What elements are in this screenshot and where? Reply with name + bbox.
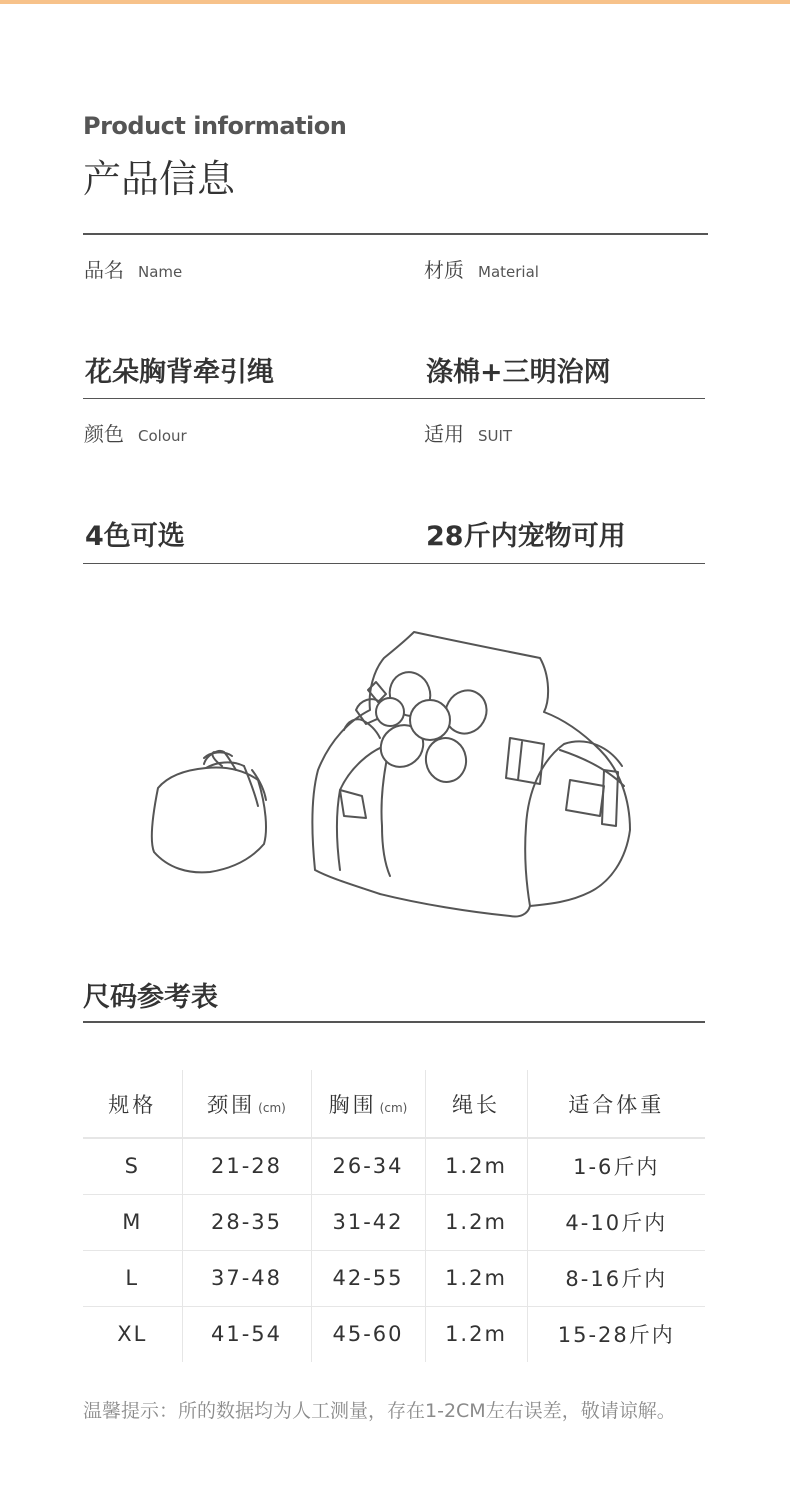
colour-value: 4色可选 [85,521,185,552]
leash-length-cell: 1.2m [425,1138,527,1194]
size-chart-table [83,1070,705,1362]
chest-cell: 26-34 [311,1138,425,1194]
suit-label-zh: 适用 [424,422,464,446]
colour-label [84,418,187,447]
row-divider-1 [83,398,705,399]
section-title-zh: 产品信息 [83,157,236,201]
chest-cell: 42-55 [311,1250,425,1306]
neck-cell: 21-28 [182,1138,311,1194]
material-label-zh: 材质 [424,258,464,282]
material-value: 涤棉+三明治网 [426,357,611,388]
row-divider-2 [83,563,705,564]
material-label [424,254,539,283]
colour-label-en: Colour [138,427,187,445]
leash-length-header-label: 绳长 [452,1092,500,1117]
chest-cell: 31-42 [311,1194,425,1250]
neck-cell: 37-48 [182,1250,311,1306]
weight-header-label: 适合体重 [568,1092,665,1117]
size-header-label: 规格 [108,1092,157,1117]
harness-illustration [140,620,660,930]
size-cell: M [83,1194,182,1250]
name-label [84,254,182,283]
top-accent-stripe [0,0,790,4]
header-divider [83,233,708,235]
size-chart-title: 尺码参考表 [83,982,218,1013]
leash-length-header [425,1070,527,1138]
colour-label-zh: 颜色 [84,422,124,446]
suit-label [424,418,512,447]
flower-harness-drawing [312,632,630,917]
chest-cell: 45-60 [311,1306,425,1362]
weight-cell: 15-28斤内 [527,1306,705,1362]
measurement-note: 温馨提示：所的数据均为人工测量，存在1-2CM左右误差，敬请谅解。 [83,1400,676,1422]
size-chart-header-row [83,1070,705,1138]
chest-header-unit: (cm) [379,1100,408,1115]
weight-cell: 8-16斤内 [527,1250,705,1306]
name-label-zh: 品名 [84,258,124,282]
material-label-en: Material [478,263,539,281]
size-cell: S [83,1138,182,1194]
table-row [83,1138,705,1194]
table-row [83,1194,705,1250]
neck-cell: 28-35 [182,1194,311,1250]
chest-header-label: 胸围 [328,1092,377,1117]
weight-cell: 4-10斤内 [527,1194,705,1250]
flower-drawing [372,666,494,785]
name-value: 花朵胸背牵引绳 [85,357,274,388]
neck-header-label: 颈围 [207,1092,256,1117]
suit-value: 28斤内宠物可用 [426,521,626,552]
weight-cell: 1-6斤内 [527,1138,705,1194]
table-row [83,1250,705,1306]
table-row [83,1306,705,1362]
section-title-en: Product information [83,112,347,140]
neck-header [182,1070,311,1138]
leash-length-cell: 1.2m [425,1250,527,1306]
weight-header [527,1070,705,1138]
name-label-en: Name [138,263,183,281]
size-cell: L [83,1250,182,1306]
size-cell: XL [83,1306,182,1362]
leash-length-cell: 1.2m [425,1306,527,1362]
neck-cell: 41-54 [182,1306,311,1362]
leash-length-cell: 1.2m [425,1194,527,1250]
chest-header [311,1070,425,1138]
size-chart-divider [83,1021,705,1023]
suit-label-en: SUIT [478,427,513,445]
neck-header-unit: (cm) [258,1100,286,1115]
leash-pouch-drawing [152,751,266,872]
size-header [83,1070,182,1138]
